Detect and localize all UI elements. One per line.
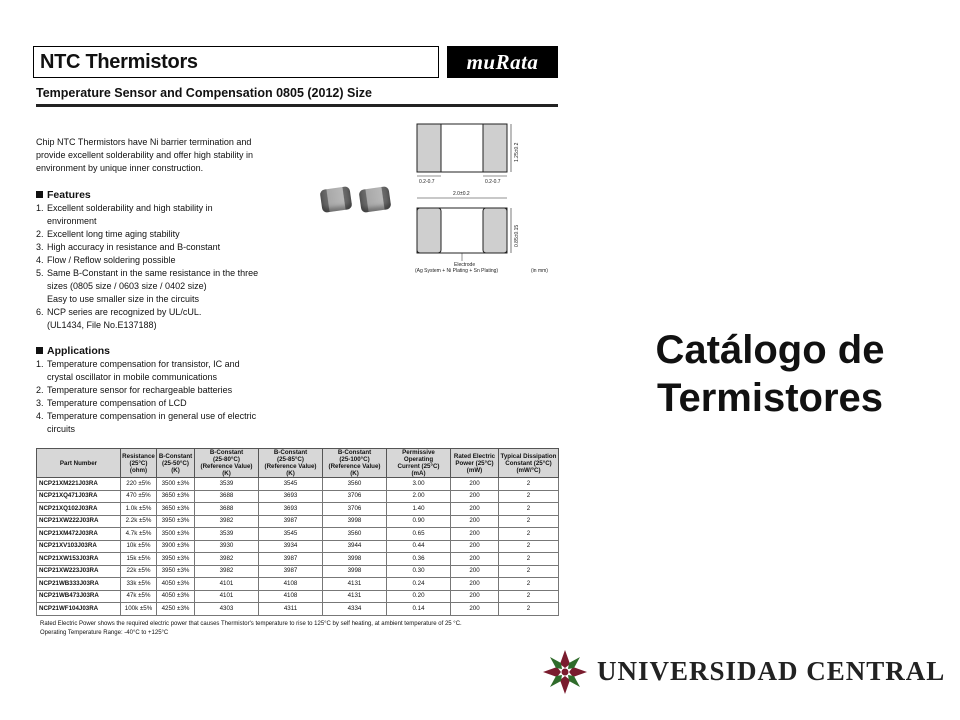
university-emblem-icon [540, 648, 590, 696]
applications-heading: Applications [36, 345, 110, 357]
table-row [37, 603, 559, 616]
table-cell: 3998 [323, 553, 387, 566]
features-heading: Features [36, 189, 91, 201]
table-cell: 3987 [259, 553, 323, 566]
table-cell: 4101 [195, 578, 259, 591]
table-row [37, 578, 559, 591]
table-cell: 0.20 [387, 590, 451, 603]
datasheet-title-box [33, 46, 439, 78]
table-cell: 2.2k ±5% [121, 515, 157, 528]
table-cell: 200 [451, 590, 499, 603]
table-cell: 3650 ±3% [157, 490, 195, 503]
table-cell: 3944 [323, 540, 387, 553]
part-number-cell: NCP21XV103J03RA [37, 540, 121, 553]
intro-paragraph: Chip NTC Thermistors have Ni barrier termination and provide excellent solderability and offer high stability in environment by unique inner construction. [36, 137, 253, 173]
part-number-cell: NCP21XM472J03RA [37, 528, 121, 541]
table-cell: 3998 [323, 565, 387, 578]
table-cell: 2 [499, 578, 559, 591]
electrode-label: Electrode [454, 262, 476, 268]
table-cell: 4.7k ±5% [121, 528, 157, 541]
part-number-cell: NCP21XW223J03RA [37, 565, 121, 578]
table-cell: 200 [451, 540, 499, 553]
table-cell: 3934 [259, 540, 323, 553]
table-row [37, 528, 559, 541]
list-item: 1. Temperature compensation for transistor, IC and crystal oscillator in mobile communications [36, 359, 240, 382]
list-item: 2. Temperature sensor for rechargeable batteries [36, 385, 233, 395]
list-item: 6. NCP series are recognized by UL/cUL. (UL1434, File No.E137188) [36, 307, 202, 330]
table-cell: 2 [499, 553, 559, 566]
table-cell: 220 ±5% [121, 478, 157, 491]
part-number-cell: NCP21XM221J03RA [37, 478, 121, 491]
table-cell: 3693 [259, 490, 323, 503]
table-row [37, 540, 559, 553]
slide-title [640, 326, 900, 422]
part-number-cell: NCP21WB333J03RA [37, 578, 121, 591]
table-cell: 10k ±5% [121, 540, 157, 553]
table-cell: 470 ±5% [121, 490, 157, 503]
table-cell: 4101 [195, 590, 259, 603]
table-cell: 0.30 [387, 565, 451, 578]
part-number-cell: NCP21XQ102J03RA [37, 503, 121, 516]
slide-title-line: Catálogo de [655, 328, 885, 372]
slide-title-line: Termistores [656, 376, 883, 420]
part-number-cell: NCP21XQ471J03RA [37, 490, 121, 503]
column-header: B-Constant (25-50°C) (K) [157, 449, 195, 478]
table-cell: 3706 [323, 490, 387, 503]
table-cell: 4131 [323, 578, 387, 591]
unit-label: (in mm) [531, 268, 548, 274]
table-row [37, 503, 559, 516]
university-name: UNIVERSIDAD CENTRAL [597, 656, 946, 686]
table-cell: 3500 ±3% [157, 528, 195, 541]
table-cell: 3950 ±3% [157, 565, 195, 578]
table-cell: 3930 [195, 540, 259, 553]
features-list [36, 202, 291, 332]
dim-length: 2.0±0.2 [453, 191, 470, 197]
table-cell: 2 [499, 603, 559, 616]
datasheet-image [33, 42, 558, 642]
table-cell: 22k ±5% [121, 565, 157, 578]
table-cell: 3706 [323, 503, 387, 516]
spec-table [36, 448, 559, 616]
table-cell: 4250 ±3% [157, 603, 195, 616]
subtitle-rule [36, 104, 558, 107]
table-cell: 200 [451, 478, 499, 491]
table-cell: 3688 [195, 503, 259, 516]
table-cell: 0.24 [387, 578, 451, 591]
table-cell: 4311 [259, 603, 323, 616]
dim-height: 1.25±0.2 [514, 142, 520, 162]
table-cell: 0.65 [387, 528, 451, 541]
table-cell: 3560 [323, 528, 387, 541]
murata-logo: muRata [447, 46, 558, 78]
table-cell: 200 [451, 578, 499, 591]
column-header: B-Constant (25-80°C) (Reference Value) (K) [195, 449, 259, 478]
table-cell: 3987 [259, 515, 323, 528]
table-cell: 3.00 [387, 478, 451, 491]
dim-term-left: 0.2-0.7 [419, 179, 435, 185]
table-cell: 3693 [259, 503, 323, 516]
table-row [37, 590, 559, 603]
list-item: 4. Temperature compensation in general use of electric circuits [36, 411, 257, 434]
electrode-detail: (Ag System + Ni Plating + Sn Plating) [415, 268, 499, 274]
table-cell: 200 [451, 503, 499, 516]
table-cell: 3950 ±3% [157, 553, 195, 566]
table-cell: 4334 [323, 603, 387, 616]
column-header: Typical Dissipation Constant (25°C) (mW/°C) [499, 449, 559, 478]
table-cell: 200 [451, 603, 499, 616]
column-header: B-Constant (25-85°C) (Reference Value) (K) [259, 449, 323, 478]
column-header: B-Constant (25-100°C) (Reference Value) (K) [323, 449, 387, 478]
table-cell: 0.36 [387, 553, 451, 566]
table-row [37, 490, 559, 503]
table-cell: 0.90 [387, 515, 451, 528]
table-cell: 4050 ±3% [157, 590, 195, 603]
table-body [37, 478, 559, 616]
table-cell: 200 [451, 490, 499, 503]
table-cell: 4050 ±3% [157, 578, 195, 591]
table-cell: 47k ±5% [121, 590, 157, 603]
table-cell: 2 [499, 503, 559, 516]
table-cell: 3987 [259, 565, 323, 578]
table-cell: 3545 [259, 478, 323, 491]
table-cell: 3539 [195, 528, 259, 541]
table-cell: 3950 ±3% [157, 515, 195, 528]
table-note: Operating Temperature Range: -40°C to +125°C [40, 630, 169, 636]
table-cell: 200 [451, 553, 499, 566]
table-cell: 33k ±5% [121, 578, 157, 591]
table-cell: 200 [451, 515, 499, 528]
part-number-cell: NCP21WB473J03RA [37, 590, 121, 603]
table-cell: 3500 ±3% [157, 478, 195, 491]
datasheet-title: NTC Thermistors [40, 51, 198, 73]
list-item: 4. Flow / Reflow soldering possible [36, 255, 176, 265]
table-cell: 3982 [195, 515, 259, 528]
dim-thickness: 0.85±0.15 [514, 224, 520, 247]
table-cell: 3998 [323, 515, 387, 528]
table-cell: 200 [451, 565, 499, 578]
table-cell: 3900 ±3% [157, 540, 195, 553]
table-row [37, 553, 559, 566]
table-cell: 15k ±5% [121, 553, 157, 566]
table-cell: 2 [499, 478, 559, 491]
applications-list [36, 358, 291, 436]
table-row [37, 565, 559, 578]
bullet-square-icon [36, 191, 43, 198]
table-cell: 2 [499, 515, 559, 528]
table-cell: 2 [499, 590, 559, 603]
column-header: Part Number [37, 449, 121, 478]
table-row [37, 515, 559, 528]
part-number-cell: NCP21WF104J03RA [37, 603, 121, 616]
table-cell: 2 [499, 528, 559, 541]
part-number-cell: NCP21XW222J03RA [37, 515, 121, 528]
table-cell: 2.00 [387, 490, 451, 503]
table-cell: 4108 [259, 590, 323, 603]
table-cell: 2 [499, 540, 559, 553]
table-row [37, 478, 559, 491]
table-cell: 2 [499, 565, 559, 578]
table-cell: 4131 [323, 590, 387, 603]
list-item: 1. Excellent solderability and high stability in environment [36, 203, 213, 226]
table-note: Rated Electric Power shows the required electric power that causes Thermistor's temperature to rise to 125°C by self heating, at ambient temperature of 25 °C. [40, 621, 462, 627]
list-item: 2. Excellent long time aging stability [36, 229, 180, 239]
column-header: Rated Electric Power (25°C) (mW) [451, 449, 499, 478]
table-cell: 3539 [195, 478, 259, 491]
datasheet-subtitle: Temperature Sensor and Compensation 0805 (2012) Size [36, 86, 372, 100]
table-cell: 1.0k ±5% [121, 503, 157, 516]
dim-term-right: 0.2-0.7 [485, 179, 501, 185]
table-cell: 3982 [195, 565, 259, 578]
table-cell: 3545 [259, 528, 323, 541]
university-logo [540, 648, 946, 696]
table-cell: 200 [451, 528, 499, 541]
list-item: 3. Temperature compensation of LCD [36, 398, 187, 408]
bullet-square-icon [36, 347, 43, 354]
table-cell: 4303 [195, 603, 259, 616]
column-header: Resistance (25°C) (ohm) [121, 449, 157, 478]
chip-photo-icon [359, 186, 392, 213]
table-cell: 2 [499, 490, 559, 503]
table-header-row [37, 449, 559, 478]
table-cell: 100k ±5% [121, 603, 157, 616]
list-item: 5. Same B-Constant in the same resistance in the three sizes (0805 size / 0603 size / 0402 size) Easy to use smaller size in the circuits [36, 268, 259, 304]
dimension-drawing [407, 120, 557, 275]
table-cell: 1.40 [387, 503, 451, 516]
list-item: 3. High accuracy in resistance and B-constant [36, 242, 221, 252]
table-cell: 0.14 [387, 603, 451, 616]
table-cell: 0.44 [387, 540, 451, 553]
chip-photo-icon [320, 186, 353, 213]
table-cell: 3560 [323, 478, 387, 491]
part-number-cell: NCP21XW153J03RA [37, 553, 121, 566]
table-cell: 4108 [259, 578, 323, 591]
column-header: Permissive Operating Current (25°C) (mA) [387, 449, 451, 478]
table-cell: 3982 [195, 553, 259, 566]
table-cell: 3650 ±3% [157, 503, 195, 516]
table-cell: 3688 [195, 490, 259, 503]
